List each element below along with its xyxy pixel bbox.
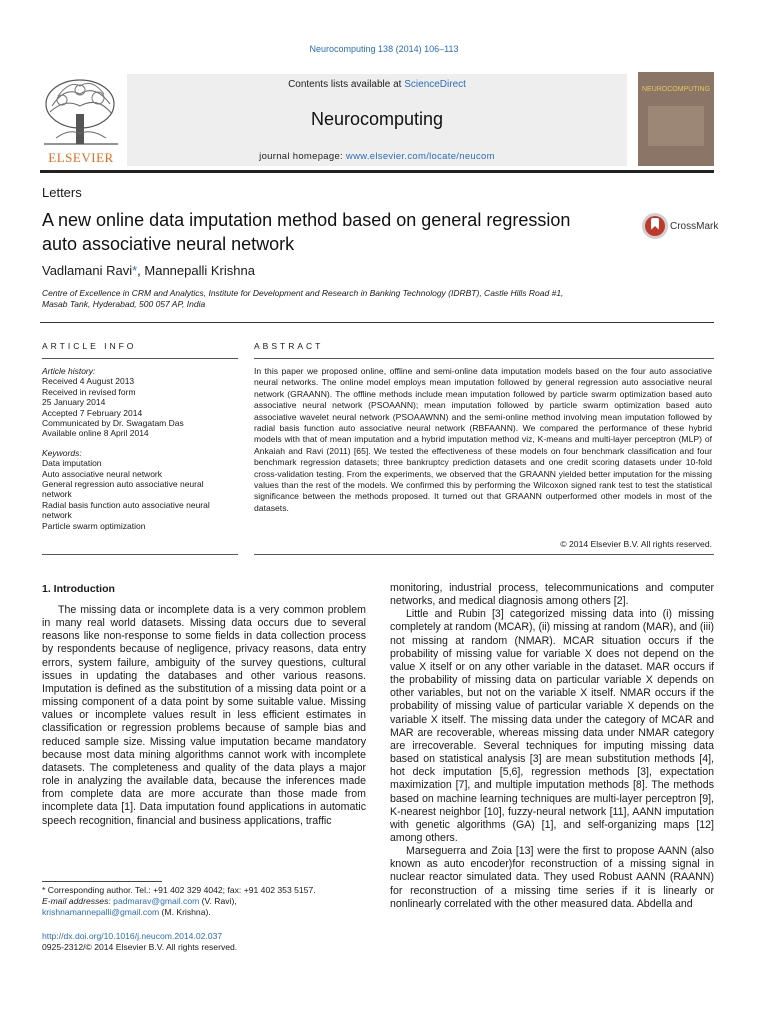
body-paragraph: Little and Rubin [3] categorized missing data into (i) missing completely at random (MCAR), (ii) missing at random (MAR), and (iii) not missing at random (NMAR). MCAR situation occurs if the probability of missing value for variable X does not depend on the value X itself or on any other variable in the dataset. MAR occurs if the probability of missing data on particular variable X depends on other variables, but not on the variable X itself. NMAR occurs if the probability of missing value of particular variable X depends on the variable X itself. The missing data under the category of MCAR and MAR are recoverable, whereas missing data under NMAR category are irrecoverable. Several techniques for imputing missing data based on statistical analysis [3] are mean substitution methods [4], hot deck imputation [5,6], regression methods [3], expectation maximization [7], and multiple imputation methods [8]. The methods based on machine learning techniques are multi-layer perceptron [9], K-nearest neighbor [10], fuzzy-neural network [11], AANN imputation with genetic algorithms (GA) [1], and self-organizing maps [12] among others. [390, 608, 714, 844]
doi-block [42, 931, 237, 953]
author-name[interactable]: Mannepalli Krishna [144, 263, 255, 278]
contents-line [127, 79, 627, 90]
title-line: A new online data imputation method based on general regression [42, 210, 571, 230]
keyword-item: network [42, 510, 72, 521]
homepage-link[interactable]: www.elsevier.com/locate/neucom [345, 151, 495, 162]
article-section-label: Letters [42, 185, 82, 200]
abstract-bottom-rule [254, 554, 714, 555]
footnote-rule [42, 881, 162, 882]
email-link[interactable]: krishnamannepalli@gmail.com [42, 907, 160, 917]
keyword-item: Radial basis function auto associative neural [42, 499, 210, 510]
article-info-block [42, 366, 238, 531]
abstract-copyright: © 2014 Elsevier B.V. All rights reserved. [560, 539, 712, 549]
author-list [42, 263, 255, 278]
keyword-item: Data imputation [42, 458, 102, 469]
doi-link[interactable]: http://dx.doi.org/10.1016/j.neucom.2014.02.037 [42, 931, 223, 941]
history-item: Available online 8 April 2014 [42, 428, 149, 439]
author-name[interactable]: Vadlamani Ravi [42, 263, 133, 278]
keyword-item: Auto associative neural network [42, 468, 163, 479]
cover-artwork [648, 106, 704, 146]
crossmark-label: CrossMark [670, 221, 719, 232]
homepage-prefix: journal homepage: [259, 151, 346, 162]
article-title [42, 208, 622, 256]
header-divider [40, 170, 714, 173]
footnote-block [42, 885, 366, 918]
keyword-item: General regression auto associative neural [42, 479, 204, 490]
keyword-item: network [42, 489, 72, 500]
journal-reference-link[interactable]: Neurocomputing 138 (2014) 106–113 [309, 44, 459, 54]
crossmark-icon [641, 212, 669, 240]
abstract-heading: ABSTRACT [254, 341, 324, 351]
history-item: Communicated by Dr. Swagatam Das [42, 418, 184, 429]
body-column-right [390, 582, 714, 911]
email-line [42, 896, 366, 907]
history-item: Received 4 August 2013 [42, 376, 135, 387]
journal-cover-image[interactable] [638, 72, 714, 166]
article-info-heading: ARTICLE INFO [42, 341, 137, 351]
email-owner: (M. Krishna). [159, 907, 211, 917]
body-paragraph: monitoring, industrial process, telecommunications and computer networks, and medical diagnosis among others [2]. [390, 582, 714, 608]
email-line [42, 907, 366, 918]
article-info-bottom-rule [42, 554, 238, 555]
issn-line: 0925-2312/© 2014 Elsevier B.V. All rights reserved. [42, 942, 238, 952]
history-item: Received in revised form [42, 386, 136, 397]
body-column-left [42, 604, 366, 828]
history-label: Article history: [42, 366, 96, 376]
title-divider [40, 322, 714, 323]
email-owner: (V. Ravi), [199, 896, 237, 906]
publisher-wordmark: ELSEVIER [48, 150, 114, 165]
journal-name: Neurocomputing [310, 109, 444, 129]
cover-title: NEUROCOMPUTING [641, 86, 711, 93]
keyword-item: Particle swarm optimization [42, 520, 146, 531]
email-label: E-mail addresses: [42, 896, 114, 906]
section-heading: 1. Introduction [42, 583, 115, 595]
article-info-rule [42, 358, 238, 359]
affiliation-line: Masab Tank, Hyderabad, 500 057 AP, India [42, 299, 206, 309]
affiliation-line: Centre of Excellence in CRM and Analytics, Institute for Development and Research in Banking Technology (IDRBT), Castle Hills Road #1, [42, 288, 564, 298]
contents-prefix: Contents lists available at [288, 79, 405, 90]
history-item: Accepted 7 February 2014 [42, 407, 143, 418]
abstract-text: In this paper we proposed online, offline and semi-online data imputation models based on the four auto associative neural networks. The online model employs mean imputation followed by general regression auto associative neural network (GRAANN). The offline methods include mean imputation followed by particle swarm optimization based auto associative neural network (PSOAANN); mean imputation followed by particle swarm optimization based auto associative wavelet neural network (PSOAAWNN) and the semi-online method involving mean imputation followed by radial basis function auto associative neural network (RBFAANN). We compared the performance of these hybrid models with that of mean imputation and a hybrid imputation method viz, K-means and multi-layer perceptron (MLP) of Ankaiah and Ravi (2011) [65]. We tested the effectiveness of these models on four benchmark classification and four benchmark regression datasets; three bankruptcy prediction datasets and one credit scoring datasets under 10-fold cross-validation testing. From the experiments, we observed that the GRAANN yielded better imputation for the missing values than the rest of the models. We confirmed this by performing the Wilcoxon signed rank test to test the statistical significance between the methods proposed. It turned out that GRAANN outperformed other models in most of the datasets. [254, 366, 712, 513]
body-paragraph: Marseguerra and Zoia [13] were the first to propose AANN (also known as auto encoder)for reconstruction of a missing signal in nuclear reactor simulated data. They used Robust AANN (RAANN) for reconstruction of a missing time series if it is linearly or nonlinearly correlated with the other measured data. Abdella and [390, 845, 714, 910]
author-affiliation [42, 288, 602, 310]
keywords-label: Keywords: [42, 447, 82, 458]
body-paragraph: The missing data or incomplete data is a very common problem in many real world datasets. Missing data occurs due to several reasons like non-response to some fields in data collection process by respondents because of negligence, privacy reasons, data entry errors, system failure, ambiguity of the survey questions, cultural issues in updating the databases and other various reasons. Imputation is defined as the substitution of a missing data point or a missing component of a data point by some suitable value. Missing values or incomplete values result in less efficient estimates in classification or regression problems because of sample bias and reduced sample size. Missing value imputation became mandatory because most data mining algorithms cannot work with incomplete datasets. The completeness and quality of the data plays a major role in analyzing the available data, because the inferences made from complete data are more accurate than those made from incomplete data [1]. Data imputation found applications in automatic speech recognition, financial and business applications, traffic [42, 604, 366, 827]
sciencedirect-link[interactable]: ScienceDirect [404, 79, 466, 90]
abstract-rule [254, 358, 714, 359]
corresponding-author-note: * Corresponding author. Tel.: +91 402 329 4042; fax: +91 402 353 5157. [42, 885, 316, 895]
author-separator: , [137, 263, 145, 278]
email-link[interactable]: padmarav@gmail.com [113, 896, 200, 906]
spacer [42, 439, 238, 448]
journal-homepage-line [127, 151, 627, 162]
corresponding-author-mark[interactable]: * [132, 263, 138, 278]
title-line: auto associative neural network [42, 234, 295, 254]
history-item: 25 January 2014 [42, 397, 106, 408]
